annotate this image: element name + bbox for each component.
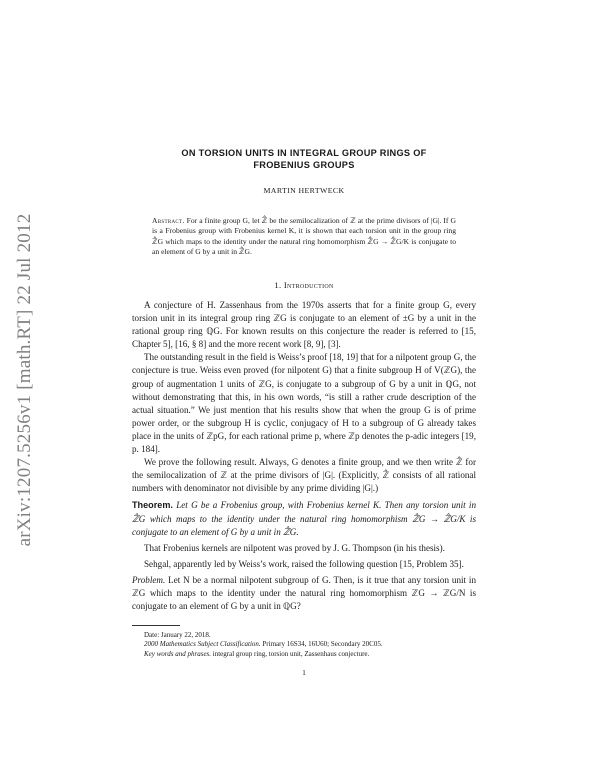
page-number: 1 bbox=[302, 667, 306, 677]
abstract-text: For a finite group G, let ℤ̂ be the semilocalization of ℤ at the prime divisors of |G|. If G is a Frobenius group with Frobenius kernel K, it is shown that each torsion unit in the group ring ℤ̂G which maps to the identity under the natural ring homomorphism ℤ̂G → ℤ̂G/K is conjugate to an element of G by a unit in ℤ̂G. bbox=[152, 216, 456, 256]
arxiv-identifier: arXiv:1207.5256v1 [math.RT] 22 Jul 2012 bbox=[14, 213, 35, 547]
paragraph-4: That Frobenius kernels are nilpotent was proved by J. G. Thompson (in his thesis). bbox=[144, 542, 445, 553]
footnote-date: Date: January 22, 2018. bbox=[144, 631, 211, 640]
footnote-rule bbox=[132, 625, 180, 626]
problem-text: Let N be a normal nilpotent subgroup of G. Then, is it true that any torsion unit in ℤG which maps to the identity under the natural ring homomorphism ℤG → ℤG/N is conjugate to an element of G by a unit in ℚG? bbox=[132, 574, 477, 612]
theorem-label: Theorem. bbox=[132, 500, 173, 511]
author-name: MARTIN HERTWECK bbox=[263, 186, 345, 195]
paragraph-1: A conjecture of H. Zassenhaus from the 1970s asserts that for a finite group G, every torsion unit in its integral group ring ℤG is conjugate to an element of ±G by a unit in the rational group ring ℚG. For known results on this conjecture the reader is referred to [15, Chapter 5], [16, § 8] and the more recent work [8, 9], [3]. bbox=[132, 300, 476, 350]
theorem bbox=[132, 499, 476, 538]
title-line-2: FROBENIUS GROUPS bbox=[253, 159, 355, 170]
paper-page bbox=[132, 148, 476, 679]
problem bbox=[132, 574, 476, 613]
paragraph-2: The outstanding result in the field is Weiss’s proof [18, 19] that for a nilpotent group G, the conjecture is true. Weiss even proved (for nilpotent G) that a finite subgroup H of V(ℤG), the group of augmentation 1 units of ℤG, is conjugate to a subgroup of G by a unit in ℚG, not without demonstrating that this, in his own words, “is still a rather crude description of the actual situation.” We just mention that his results show that when the group G is of prime power order, or the subgroup H is cyclic, conjugacy of H to a subgroup of G already takes place in the units of ℤpG, for each rational prime p, where ℤp denotes the p-adic integers [19, p. 184]. bbox=[132, 352, 476, 455]
paragraph-3: We prove the following result. Always, G denotes a finite group, and we then write ℤ̂ for the semilocalization of ℤ at the prime divisors of |G|. (Explicitly, ℤ̂ consists of all rational numbers with denominator not divisible by any prime dividing |G|.) bbox=[132, 457, 476, 494]
paper-title bbox=[132, 148, 476, 171]
msc-text: Primary 16S34, 16U60; Secondary 20C05. bbox=[262, 640, 383, 649]
abstract-label: Abstract. bbox=[152, 216, 185, 226]
paragraph-5: Sehgal, apparently led by Weiss’s work, raised the following question [15, Problem 35]. bbox=[144, 558, 464, 569]
footnotes bbox=[132, 631, 476, 659]
msc-label: 2000 Mathematics Subject Classification. bbox=[144, 640, 261, 649]
abstract bbox=[152, 216, 456, 257]
keywords-label: Key words and phrases. bbox=[144, 649, 212, 658]
theorem-text: Let G be a Frobenius group, with Frobenius kernel K. Then any torsion unit in ℤ̂G which maps to the identity under the natural ring homomorphism ℤ̂G → ℤ̂G/K is conjugate to an element of G by a unit in ℤ̂G. bbox=[132, 500, 476, 537]
footnote-keywords bbox=[132, 650, 476, 659]
keywords-text: integral group ring, torsion unit, Zassenhaus conjecture. bbox=[212, 649, 370, 658]
arxiv-stamp bbox=[8, 180, 42, 580]
footnote-msc bbox=[132, 640, 476, 649]
title-line-1: ON TORSION UNITS IN INTEGRAL GROUP RINGS OF bbox=[181, 148, 427, 158]
section-heading: 1. Introduction bbox=[274, 279, 334, 290]
problem-label: Problem. bbox=[132, 574, 166, 585]
